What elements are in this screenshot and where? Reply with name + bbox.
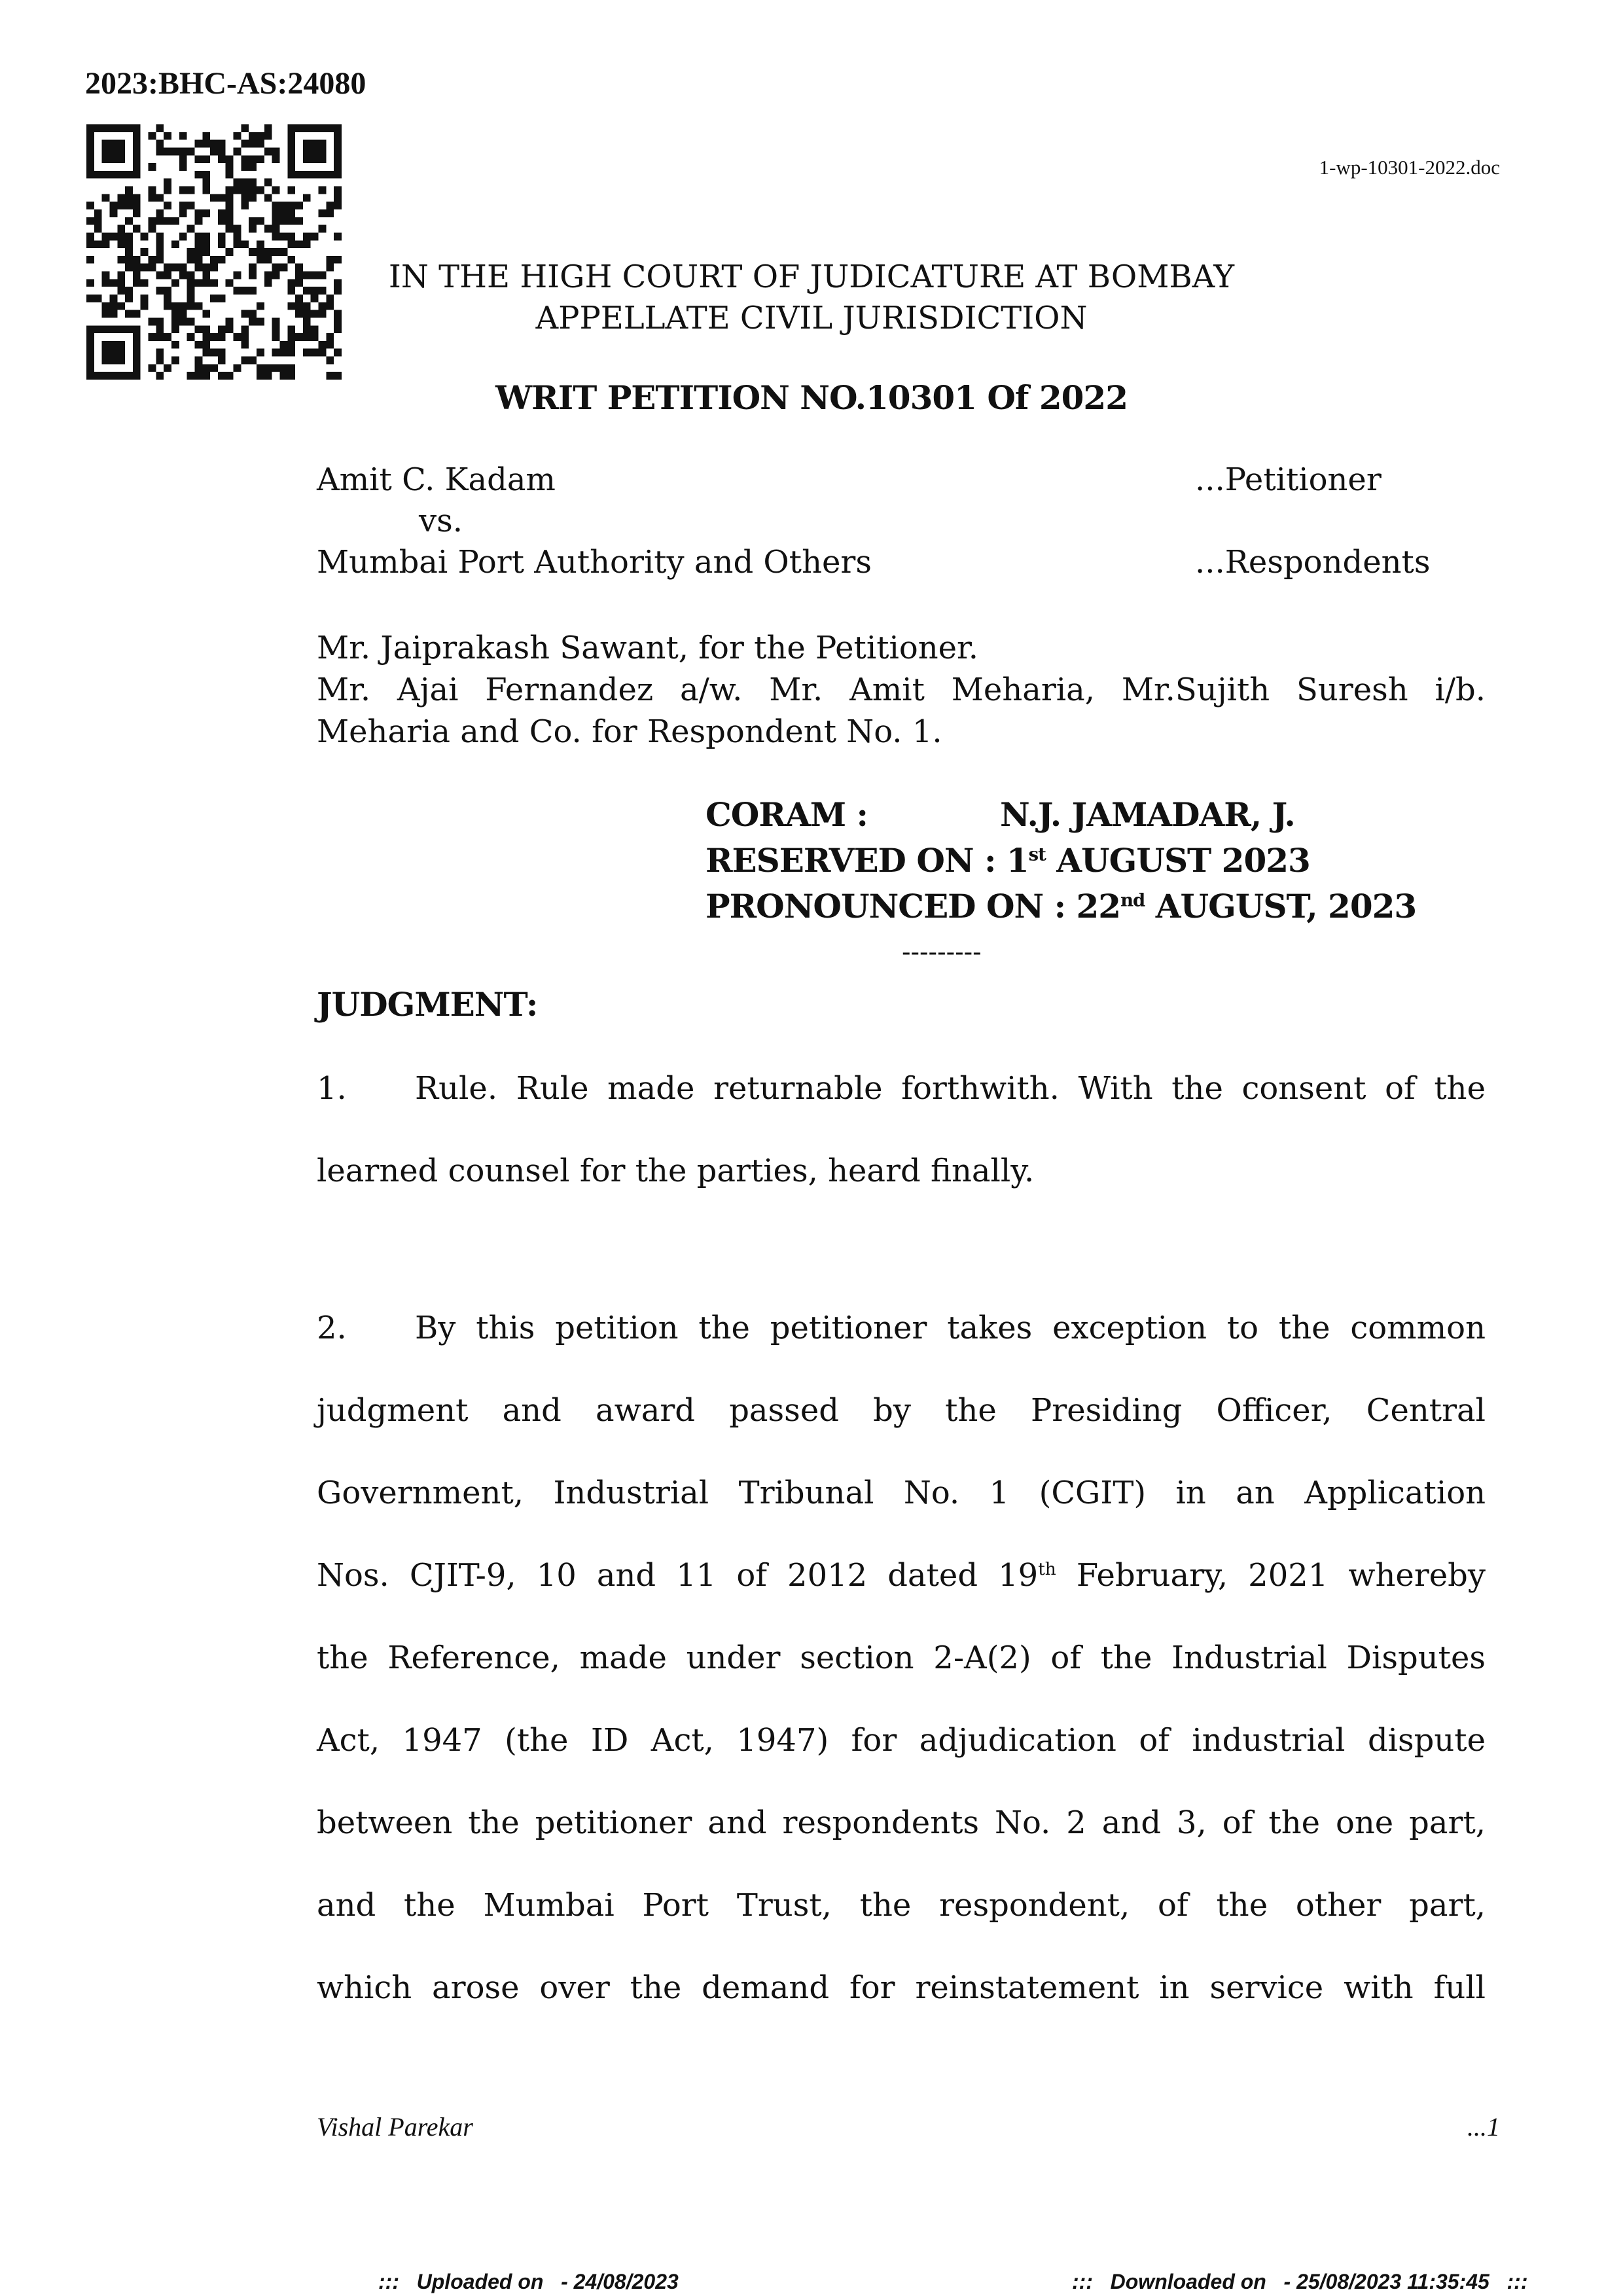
petitioner-name: Amit C. Kadam bbox=[317, 461, 556, 498]
page-number: ...1 bbox=[1467, 2112, 1500, 2142]
reserved-on: RESERVED ON : 1st AUGUST 2023 bbox=[705, 841, 1310, 880]
paragraph-1 bbox=[317, 1047, 1486, 1212]
neutral-citation: 2023:BHC-AS:24080 bbox=[85, 66, 366, 101]
paragraph-line: Act, 1947 (the ID Act, 1947) for adjudication of industrial dispute bbox=[317, 1722, 1486, 1759]
paragraph-line: Nos. CJIT-9, 10 and 11 of 2012 dated 19th February, 2021 whereby bbox=[317, 1557, 1486, 1594]
coram-judge: N.J. JAMADAR, J. bbox=[1000, 795, 1295, 834]
qr-code-icon bbox=[84, 124, 344, 380]
counsel-respondent-line1: Mr. Ajai Fernandez a/w. Mr. Amit Meharia, Mr.Sujith Suresh i/b. bbox=[317, 672, 1486, 708]
paragraph-number: 1. bbox=[317, 1070, 347, 1107]
coram-separator: --------- bbox=[902, 937, 982, 967]
versus-label: vs. bbox=[419, 503, 463, 539]
paragraph-line: judgment and award passed by the Presiding Officer, Central bbox=[317, 1392, 1486, 1429]
paragraph-line: learned counsel for the parties, heard finally. bbox=[317, 1153, 1035, 1189]
counsel-petitioner: Mr. Jaiprakash Sawant, for the Petitioner. bbox=[317, 630, 978, 666]
counsel-respondent-line2: Meharia and Co. for Respondent No. 1. bbox=[317, 713, 942, 750]
respondent-role: ...Respondents bbox=[1195, 544, 1431, 581]
document-reference: 1-wp-10301-2022.doc bbox=[1319, 156, 1500, 179]
paragraph-line: 2. By this petition the petitioner takes exception to the common bbox=[317, 1287, 1486, 1369]
paragraph-number: 2. bbox=[317, 1310, 347, 1346]
petitioner-role: ...Petitioner bbox=[1195, 461, 1382, 498]
paragraph-line: the Reference, made under section 2-A(2) of the Industrial Disputes bbox=[317, 1640, 1486, 1676]
uploaded-stamp: ::: Uploaded on - 24/08/2023 bbox=[378, 2270, 679, 2293]
petition-title: WRIT PETITION NO.10301 Of 2022 bbox=[495, 378, 1128, 417]
paragraph-line: 1. Rule. Rule made returnable forthwith. With the consent of the bbox=[317, 1047, 1486, 1130]
judgment-heading: JUDGMENT: bbox=[317, 985, 538, 1024]
paragraph-line: between the petitioner and respondents No. 2 and 3, of the one part, bbox=[317, 1804, 1486, 1841]
paragraph-line: and the Mumbai Port Trust, the respondent, of the other part, bbox=[317, 1887, 1486, 1924]
downloaded-stamp: ::: Downloaded on - 25/08/2023 11:35:45 ::: bbox=[1072, 2270, 1528, 2293]
stenographer-signature: Vishal Parekar bbox=[317, 2112, 473, 2142]
court-name: IN THE HIGH COURT OF JUDICATURE AT BOMBAY bbox=[388, 259, 1235, 295]
paragraph-2 bbox=[317, 1287, 1486, 2029]
respondent-name: Mumbai Port Authority and Others bbox=[317, 544, 872, 581]
coram-label: CORAM : bbox=[705, 795, 868, 834]
jurisdiction: APPELLATE CIVIL JURISDICTION bbox=[535, 300, 1088, 336]
paragraph-line: which arose over the demand for reinstatement in service with full bbox=[317, 1969, 1486, 2006]
paragraph-line: Government, Industrial Tribunal No. 1 (CGIT) in an Application bbox=[317, 1475, 1486, 1511]
pronounced-on: PRONOUNCED ON : 22nd AUGUST, 2023 bbox=[705, 887, 1417, 925]
